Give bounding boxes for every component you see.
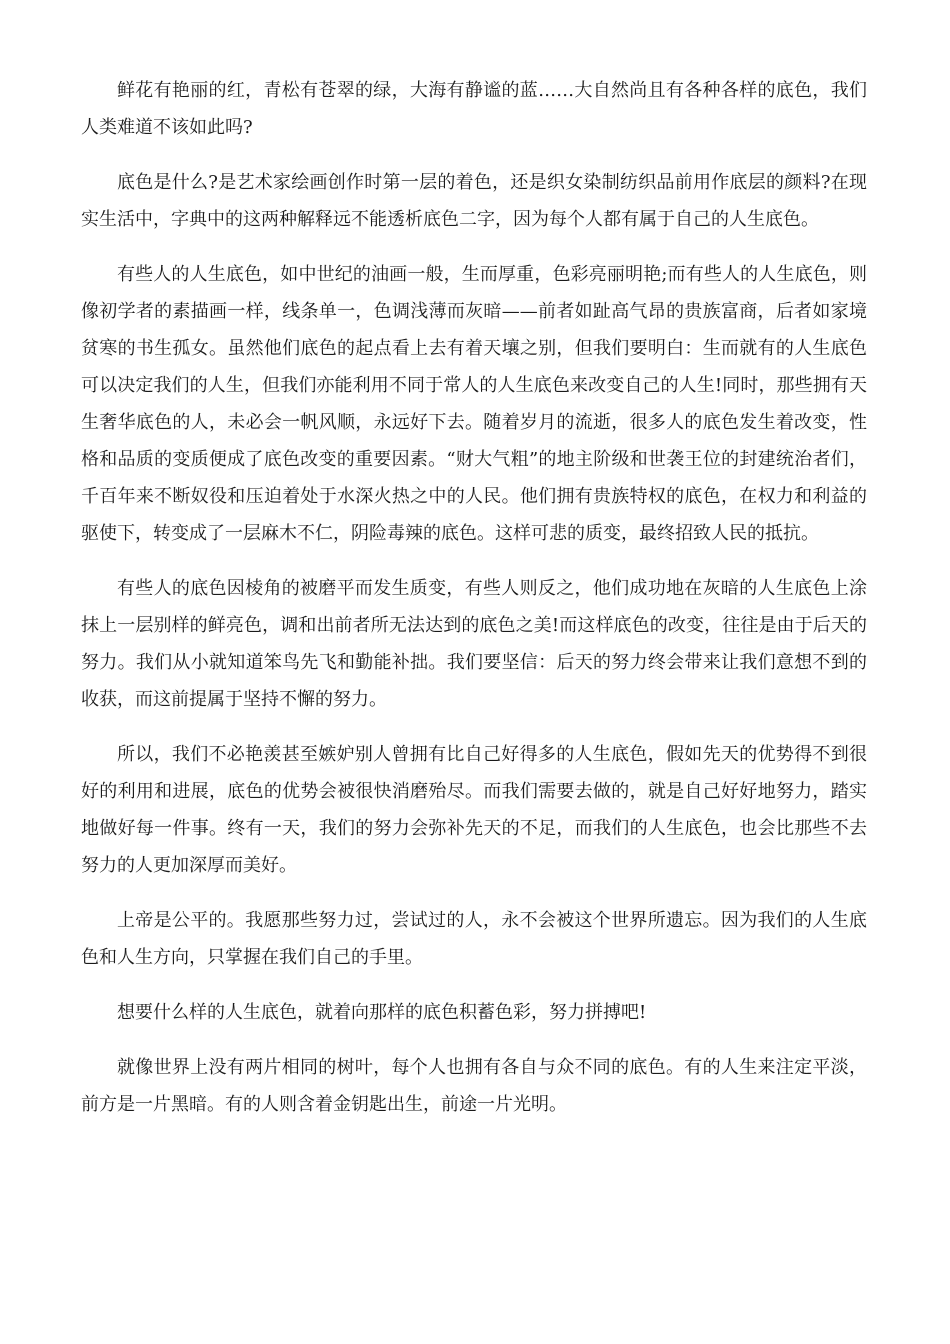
paragraph-5: 所以，我们不必艳羡甚至嫉妒别人曾拥有比自己好得多的人生底色，假如先天的优势得不到很好的利用和进展，底色的优势会被很快消磨殆尽。而我们需要去做的，就是自己好好地努力，踏实地做好每一件事。终有一天，我们的努力会弥补先天的不足，而我们的人生底色，也会比那些不去努力的人更加深厚而美好。 xyxy=(81,744,867,876)
paragraph-7: 想要什么样的人生底色，就着向那样的底色积蓄色彩，努力拼搏吧! xyxy=(117,1002,647,1023)
paragraph-3: 有些人的人生底色，如中世纪的油画一般，生而厚重，色彩亮丽明艳;而有些人的人生底色，则像初学者的素描画一样，线条单一，色调浅薄而灰暗——前者如趾高气昂的贵族富商，后者如家境贫寒的书生孤女。虽然他们底色的起点看上去有着天壤之别，但我们要明白：生而就有的人生底色可以决定我们的人生，但我们亦能利用不同于常人的人生底色来改变自己的人生!同时，那些拥有天生奢华底色的人，未必会一帆风顺，永远好下去。随着岁月的流逝，很多人的底色发生着改变，性格和品质的变质便成了底色改变的重要因素。“财大气粗”的地主阶级和世袭王位的封建统治者们，千百年来不断奴役和压迫着处于水深火热之中的人民。他们拥有贵族特权的底色，在权力和利益的驱使下，转变成了一层麻木不仁，阴险毒辣的底色。这样可悲的质变，最终招致人民的抵抗。 xyxy=(81,264,867,544)
essay-body xyxy=(81,72,867,1141)
paragraph-1: 鲜花有艳丽的红，青松有苍翠的绿，大海有静谧的蓝……大自然尚且有各种各样的底色，我们人类难道不该如此吗? xyxy=(81,80,867,138)
paragraph-4: 有些人的底色因棱角的被磨平而发生质变，有些人则反之，他们成功地在灰暗的人生底色上涂抹上一层别样的鲜亮色，调和出前者所无法达到的底色之美!而这样底色的改变，往往是由于后天的努力。我们从小就知道笨鸟先飞和勤能补拙。我们要坚信：后天的努力终会带来让我们意想不到的收获，而这前提属于坚持不懈的努力。 xyxy=(81,578,867,710)
paragraph-6: 上帝是公平的。我愿那些努力过，尝试过的人，永不会被这个世界所遗忘。因为我们的人生底色和人生方向，只掌握在我们自己的手里。 xyxy=(81,910,867,968)
paragraph-2: 底色是什么?是艺术家绘画创作时第一层的着色，还是织女染制纺织品前用作底层的颜料?在现实生活中，字典中的这两种解释远不能透析底色二字，因为每个人都有属于自己的人生底色。 xyxy=(81,172,867,230)
paragraph-8: 就像世界上没有两片相同的树叶，每个人也拥有各自与众不同的底色。有的人生来注定平淡，前方是一片黑暗。有的人则含着金钥匙出生，前途一片光明。 xyxy=(81,1057,867,1115)
